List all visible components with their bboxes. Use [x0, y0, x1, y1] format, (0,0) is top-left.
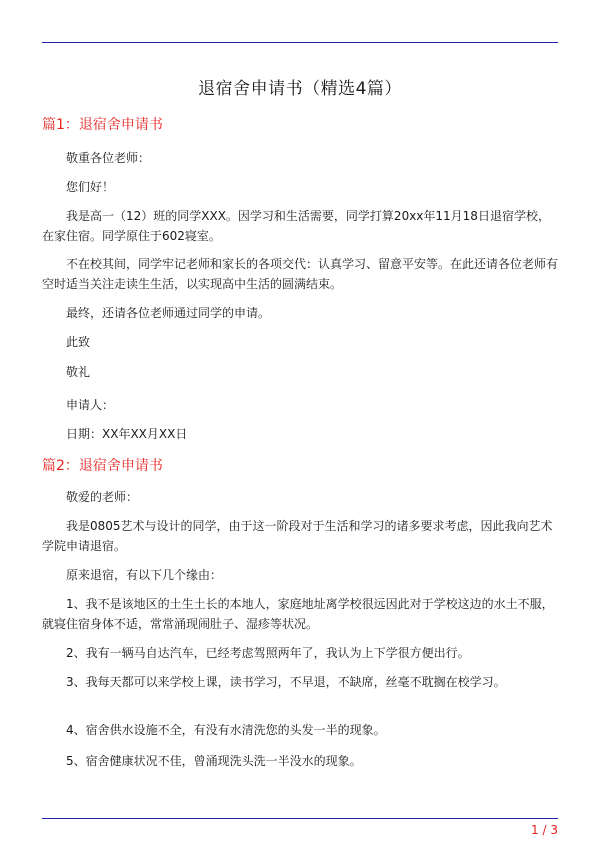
section-2-paragraph: 2、我有一辆马自达汽车，已经考虑驾照两年了，我认为上下学很方便出行。	[66, 646, 470, 660]
section-2-paragraph: 5、宿舍健康状况不佳，曾涌现洗头洗一半没水的现象。	[66, 754, 362, 768]
section-1-paragraph: 不在校其间，同学牢记老师和家长的各项交代：认真学习、留意平安等。在此还请各位老师有空时适当关注走读生生活，以实现高中生活的圆满结束。	[42, 257, 559, 291]
section-2-paragraph: 原来退宿，有以下几个缘由：	[66, 568, 223, 582]
page-number: 1 / 3	[531, 823, 558, 837]
section-1-paragraph: 申请人：	[66, 398, 115, 412]
section-2-paragraph: 我是0805艺术与设计的同学，由于这一阶段对于生活和学习的诸多要求考虑，因此我向艺术学院申请退宿。	[42, 519, 553, 553]
section-2-paragraph: 1、我不是该地区的土生土长的本地人，家庭地址离学校很远因此对于学校这边的水土不服，就寝住宿身体不适，常常涌现闹肚子、湿疹等状况。	[42, 597, 554, 631]
section-2-paragraph: 4、宿舍供水设施不全，有没有水清洗您的头发一半的现象。	[66, 723, 386, 737]
section-1-paragraph: 敬礼	[66, 365, 91, 379]
section-1-paragraph: 敬重各位老师：	[66, 151, 151, 165]
section-2-paragraph: 敬爱的老师：	[66, 490, 139, 504]
section-2-paragraph: 3、我每天都可以来学校上课，读书学习，不早退，不缺席，丝毫不耽搁在校学习。	[66, 675, 506, 689]
section-1-paragraph: 我是高一（12）班的同学XXX。因学习和生活需要，同学打算20xx年11月18日退宿学校，在家住宿。同学原住于602寝室。	[42, 209, 550, 243]
document-title: 退宿舍申请书（精选4篇）	[198, 79, 402, 99]
footer-rule	[42, 818, 558, 819]
section-1-paragraph: 您们好！	[66, 180, 115, 194]
section-1-heading: 篇1：退宿舍申请书	[42, 117, 163, 133]
header-rule	[42, 42, 558, 43]
section-1-paragraph: 此致	[66, 335, 91, 349]
section-1-paragraph: 最终，还请各位老师通过同学的申请。	[66, 306, 271, 320]
section-1-paragraph: 日期：XX年XX月XX日	[66, 427, 188, 441]
section-2-heading: 篇2：退宿舍申请书	[42, 458, 163, 474]
